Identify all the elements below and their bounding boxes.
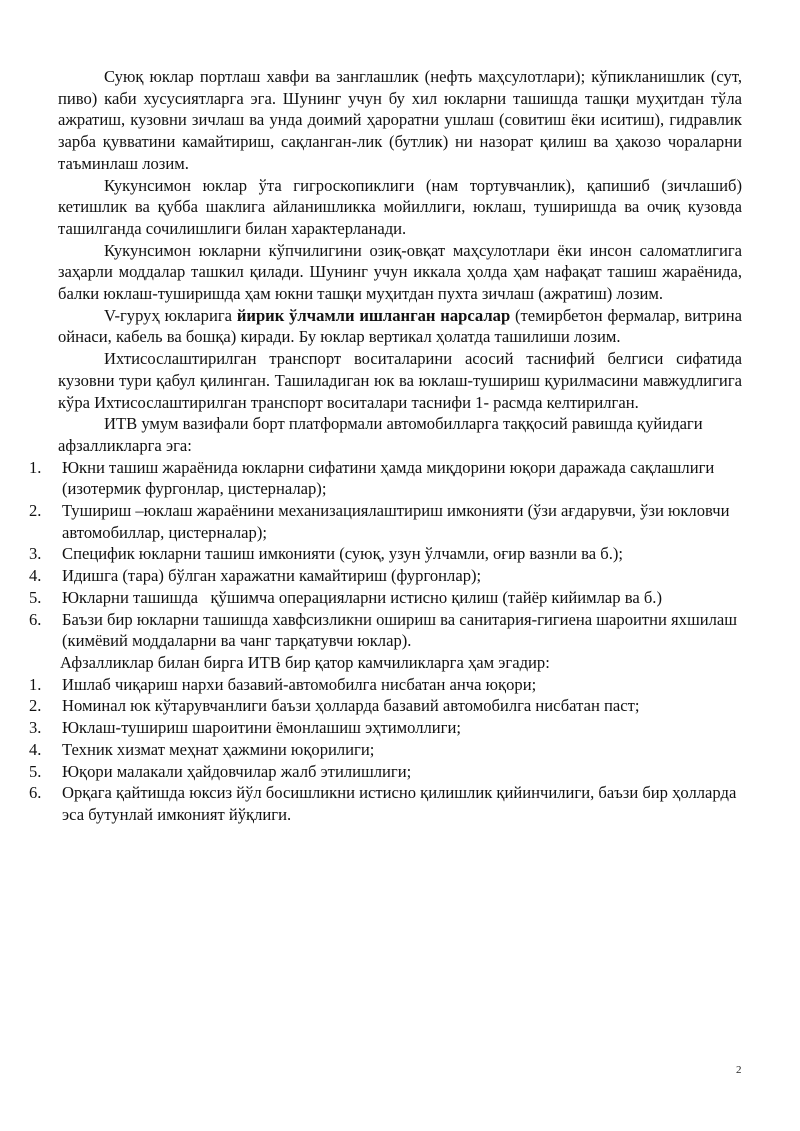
list-item-text: Юқори малакали ҳайдовчилар жалб этилишлиги;: [62, 761, 412, 781]
group5-after: (темирбетон фермалар, витрина ойнаси, кабель ва бошқа) киради. Бу юклар вертикал ҳолатда ташилиши лозим.: [58, 305, 742, 347]
disadvantages-list: [29, 674, 742, 826]
list-number: 5.: [29, 587, 42, 607]
list-item-text: Юкни ташиш жараёнида юкларни сифатини ҳамда миқдорини юқори даражада сақлашлиги (изотермик фургонлар, цистерналар);: [62, 457, 715, 499]
list-item: [29, 739, 742, 761]
list-item-text: Баъзи бир юкларни ташишда хавфсизликни ошириш ва санитария-гигиена шароитни яхшилаш (кимёвий моддаларни ва чанг тарқатувчи юклар).: [62, 609, 738, 651]
advantages-list: [29, 457, 742, 652]
paragraph-classification: Ихтисослаштирилган транспорт воситаларини асосий таснифий белгиси сифатида кузовни тури қабул қилинган. Ташиладиган юк ва юклаш-тушириш қурилмасини мавжудлигига кўра Ихтисослаштирилган транспорт воситалари таснифи 1- расмда келтирилган.: [58, 349, 742, 412]
group5-before: V-гуруҳ юкларига: [104, 305, 237, 325]
group5-bold-term: йирик ўлчамли ишланган нарсалар: [236, 305, 511, 325]
list-item-text: Специфик юкларни ташиш имконияти (суюқ, узун ўлчамли, оғир вазнли ва б.);: [62, 544, 624, 564]
list-item-text: Орқага қайтишда юксиз йўл босишликни истисно қилишлик қийинчилиги, баъзи бир ҳолларда эса бутунлай имконият йўқлиги.: [62, 783, 737, 824]
list-number: 1.: [29, 457, 42, 477]
list-item: [29, 674, 742, 696]
list-number: 3.: [29, 718, 42, 738]
list-number: 6.: [29, 609, 42, 629]
page-number: 2: [736, 1064, 742, 1076]
paragraph-group-5: [58, 305, 742, 348]
list-item: [29, 565, 742, 587]
paragraph-powder-cargo: Кукунсимон юклар ўта гигроскопиклиги (нам тортувчанлик), қапишиб (зичлашиб) кетишлик ва қубба шаклига айланишликка мойиллиги, юклаш, туширишда ва очиқ кузовда ташилганда сочилишлиги билан характерланади.: [58, 175, 742, 238]
list-number: 5.: [29, 761, 42, 781]
paragraph-liquid-cargo: Суюқ юклар портлаш хавфи ва занглашлик (нефть маҳсулотлари); кўпикланишлик (сут, пиво) каби хусусиятларга эга. Шунинг учун бу хил юкларни ташишда ташқи муҳитдан тўла ажратиш, кузовни зичлаш ва унда доимий ҳароратни ушлаш (совитиш ёки иситиш), гидравлик зарба қувватини камайтириш, сақланган-лик (бутлик) ни назорат қилиш ва ҳакозо чораларни таъминлаш лозим.: [58, 67, 742, 173]
list-number: 1.: [29, 674, 42, 694]
list-item: [29, 500, 742, 543]
list-item-text: Юкларни ташишда қўшимча операцияларни истисно қилиш (тайёр кийимлар ва б.): [62, 587, 662, 607]
list-number: 4.: [29, 739, 42, 759]
list-item: [29, 717, 742, 739]
list-item: [29, 782, 742, 825]
list-item-text: Идишга (тара) бўлган харажатни камайтириш (фургонлар);: [62, 566, 482, 586]
paragraph-powder-hygiene: Кукунсимон юкларни кўпчилигини озиқ-овқат маҳсулотлари ёки инсон саломатлигига заҳарли моддалар ташкил қилади. Шунинг учун иккала ҳолда ҳам нафақат ташиш жараёнида, балки юклаш-туширишда ҳам юкни ташқи муҳитдан пухта зичлаш (ажратиш) лозим.: [58, 240, 742, 304]
list-number: 2.: [29, 501, 42, 521]
list-item-text: Ишлаб чиқариш нархи базавий-автомобилга нисбатан анча юқори;: [62, 674, 537, 694]
list-number: 2.: [29, 696, 42, 716]
list-item-text: Техник хизмат меҳнат ҳажмини юқорилиги;: [62, 739, 375, 759]
advantages-intro: ИТВ умум вазифали борт платформали автомобилларга таққосий равишда қуйидаги афзалликларга эга:: [58, 414, 703, 455]
list-item: [29, 761, 742, 783]
list-item: [29, 587, 742, 609]
disadvantages-intro: Афзалликлар билан бирга ИТВ бир қатор камчиликларга ҳам эгадир:: [60, 652, 550, 672]
list-item-text: Номинал юк кўтарувчанлиги баъзи ҳолларда базавий автомобилга нисбатан паст;: [62, 696, 640, 716]
list-item: [29, 695, 742, 717]
document-body: [29, 66, 742, 826]
list-number: 6.: [29, 783, 42, 803]
list-item-text: Юклаш-тушириш шароитини ёмонлашиш эҳтимоллиги;: [62, 718, 461, 738]
list-item: [29, 609, 742, 652]
list-item-text: Тушириш –юклаш жараёнини механизациялаштириш имконияти (ўзи ағдарувчи, ўзи юкловчи автомобиллар, цистерналар);: [62, 501, 730, 542]
list-item: [29, 543, 742, 565]
list-number: 3.: [29, 544, 42, 564]
list-number: 4.: [29, 566, 42, 586]
list-item: [29, 457, 742, 500]
